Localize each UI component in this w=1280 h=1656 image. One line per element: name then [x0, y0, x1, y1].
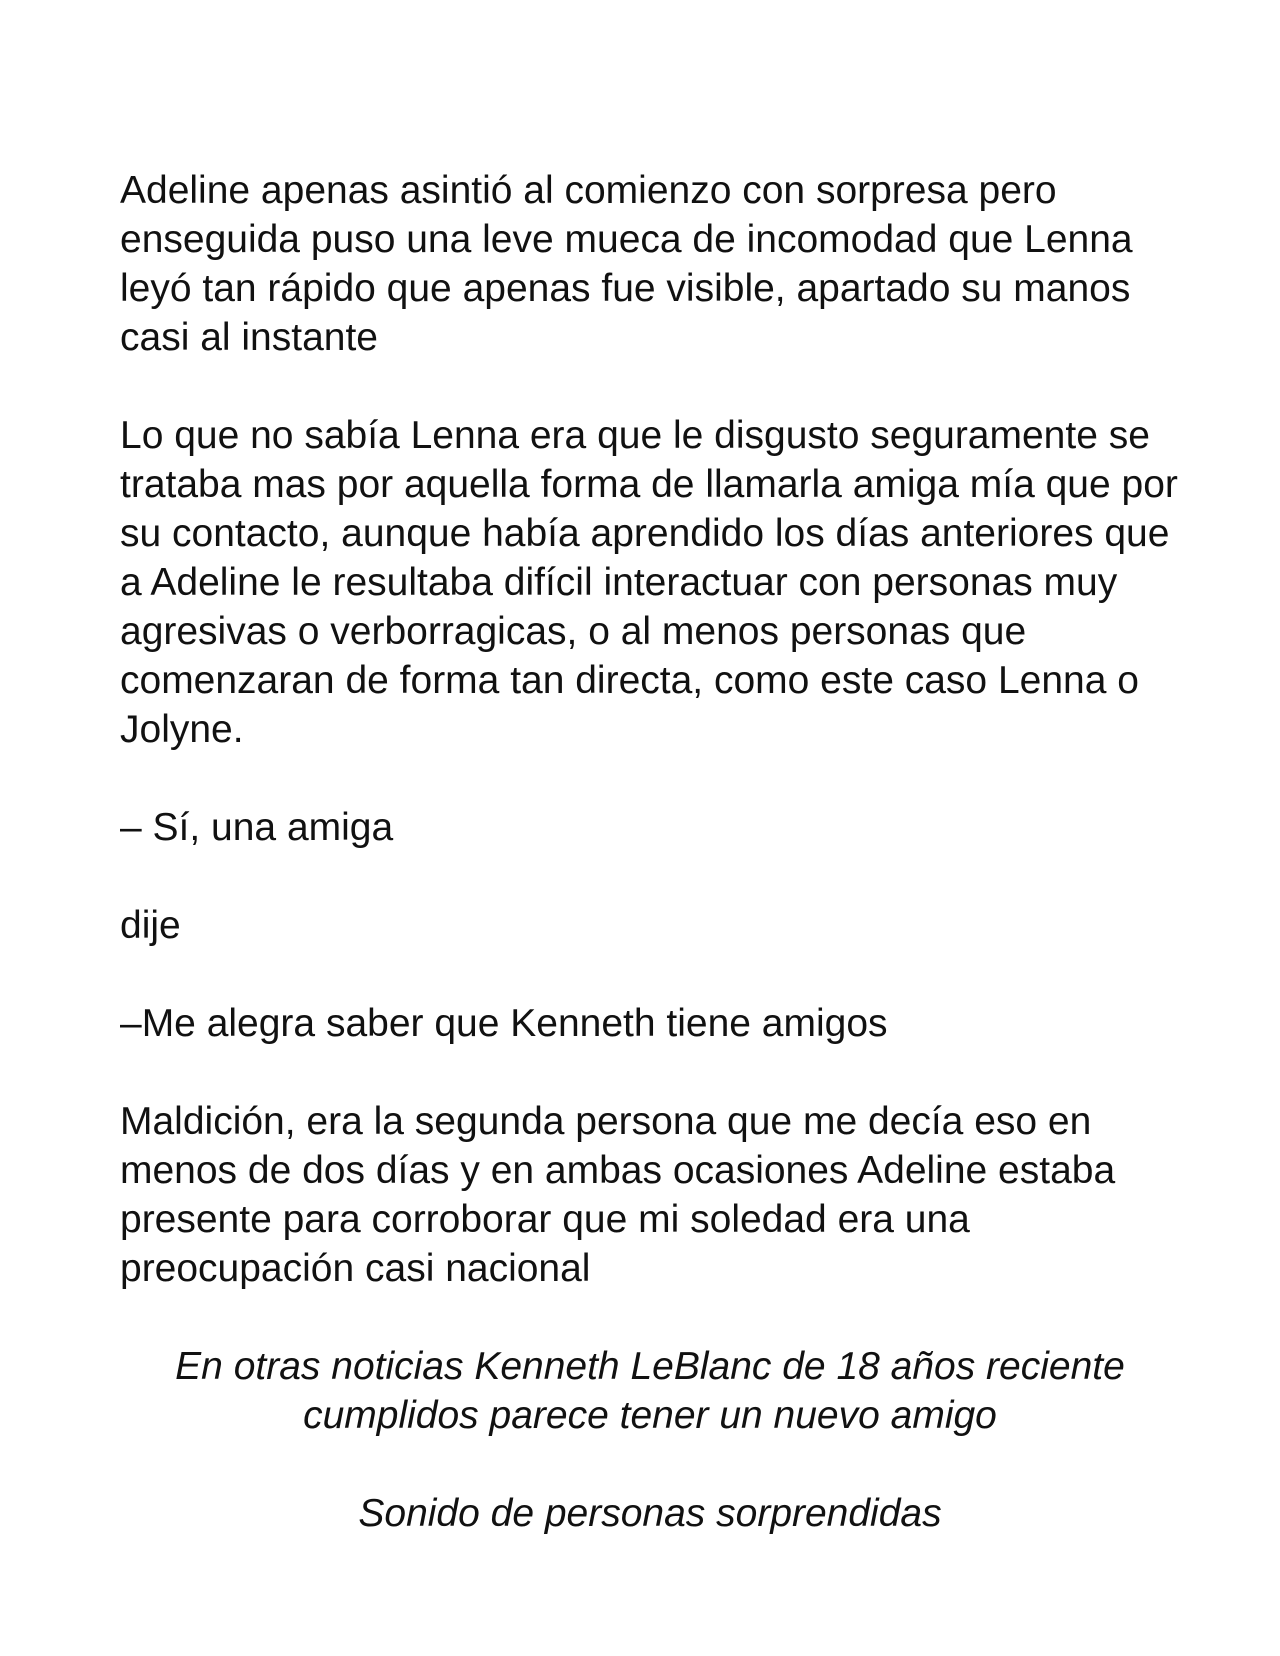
- dialogue-line-2: –Me alegra saber que Kenneth tiene amigos: [120, 1002, 888, 1045]
- document-body: [120, 166, 1180, 1587]
- italic-news-line: En otras noticias Kenneth LeBlanc de 18 años reciente cumplidos parece tener un nuevo amigo: [175, 1345, 1125, 1437]
- italic-sound-line: Sonido de personas sorprendidas: [358, 1492, 942, 1535]
- paragraph-3: Maldición, era la segunda persona que me decía eso en menos de dos días y en ambas ocasiones Adeline estaba presente para corroborar que mi soledad era una preocupación casi nacional: [120, 1100, 1116, 1290]
- paragraph-2: Lo que no sabía Lenna era que le disgusto seguramente se trataba mas por aquella forma de llamarla amiga mía que por su contacto, aunque había aprendido los días anteriores que a Adeline le resultaba difícil interactuar con personas muy agresivas o verborragicas, o al menos personas que comenzaran de forma tan directa, como este caso Lenna o Jolyne.: [120, 414, 1178, 751]
- dialogue-line-1: – Sí, una amiga: [120, 806, 394, 849]
- paragraph-1: Adeline apenas asintió al comienzo con sorpresa pero enseguida puso una leve mueca de incomodad que Lenna leyó tan rápido que apenas fue visible, apartado su manos casi al instante: [120, 169, 1133, 359]
- dialogue-tag: dije: [120, 904, 181, 947]
